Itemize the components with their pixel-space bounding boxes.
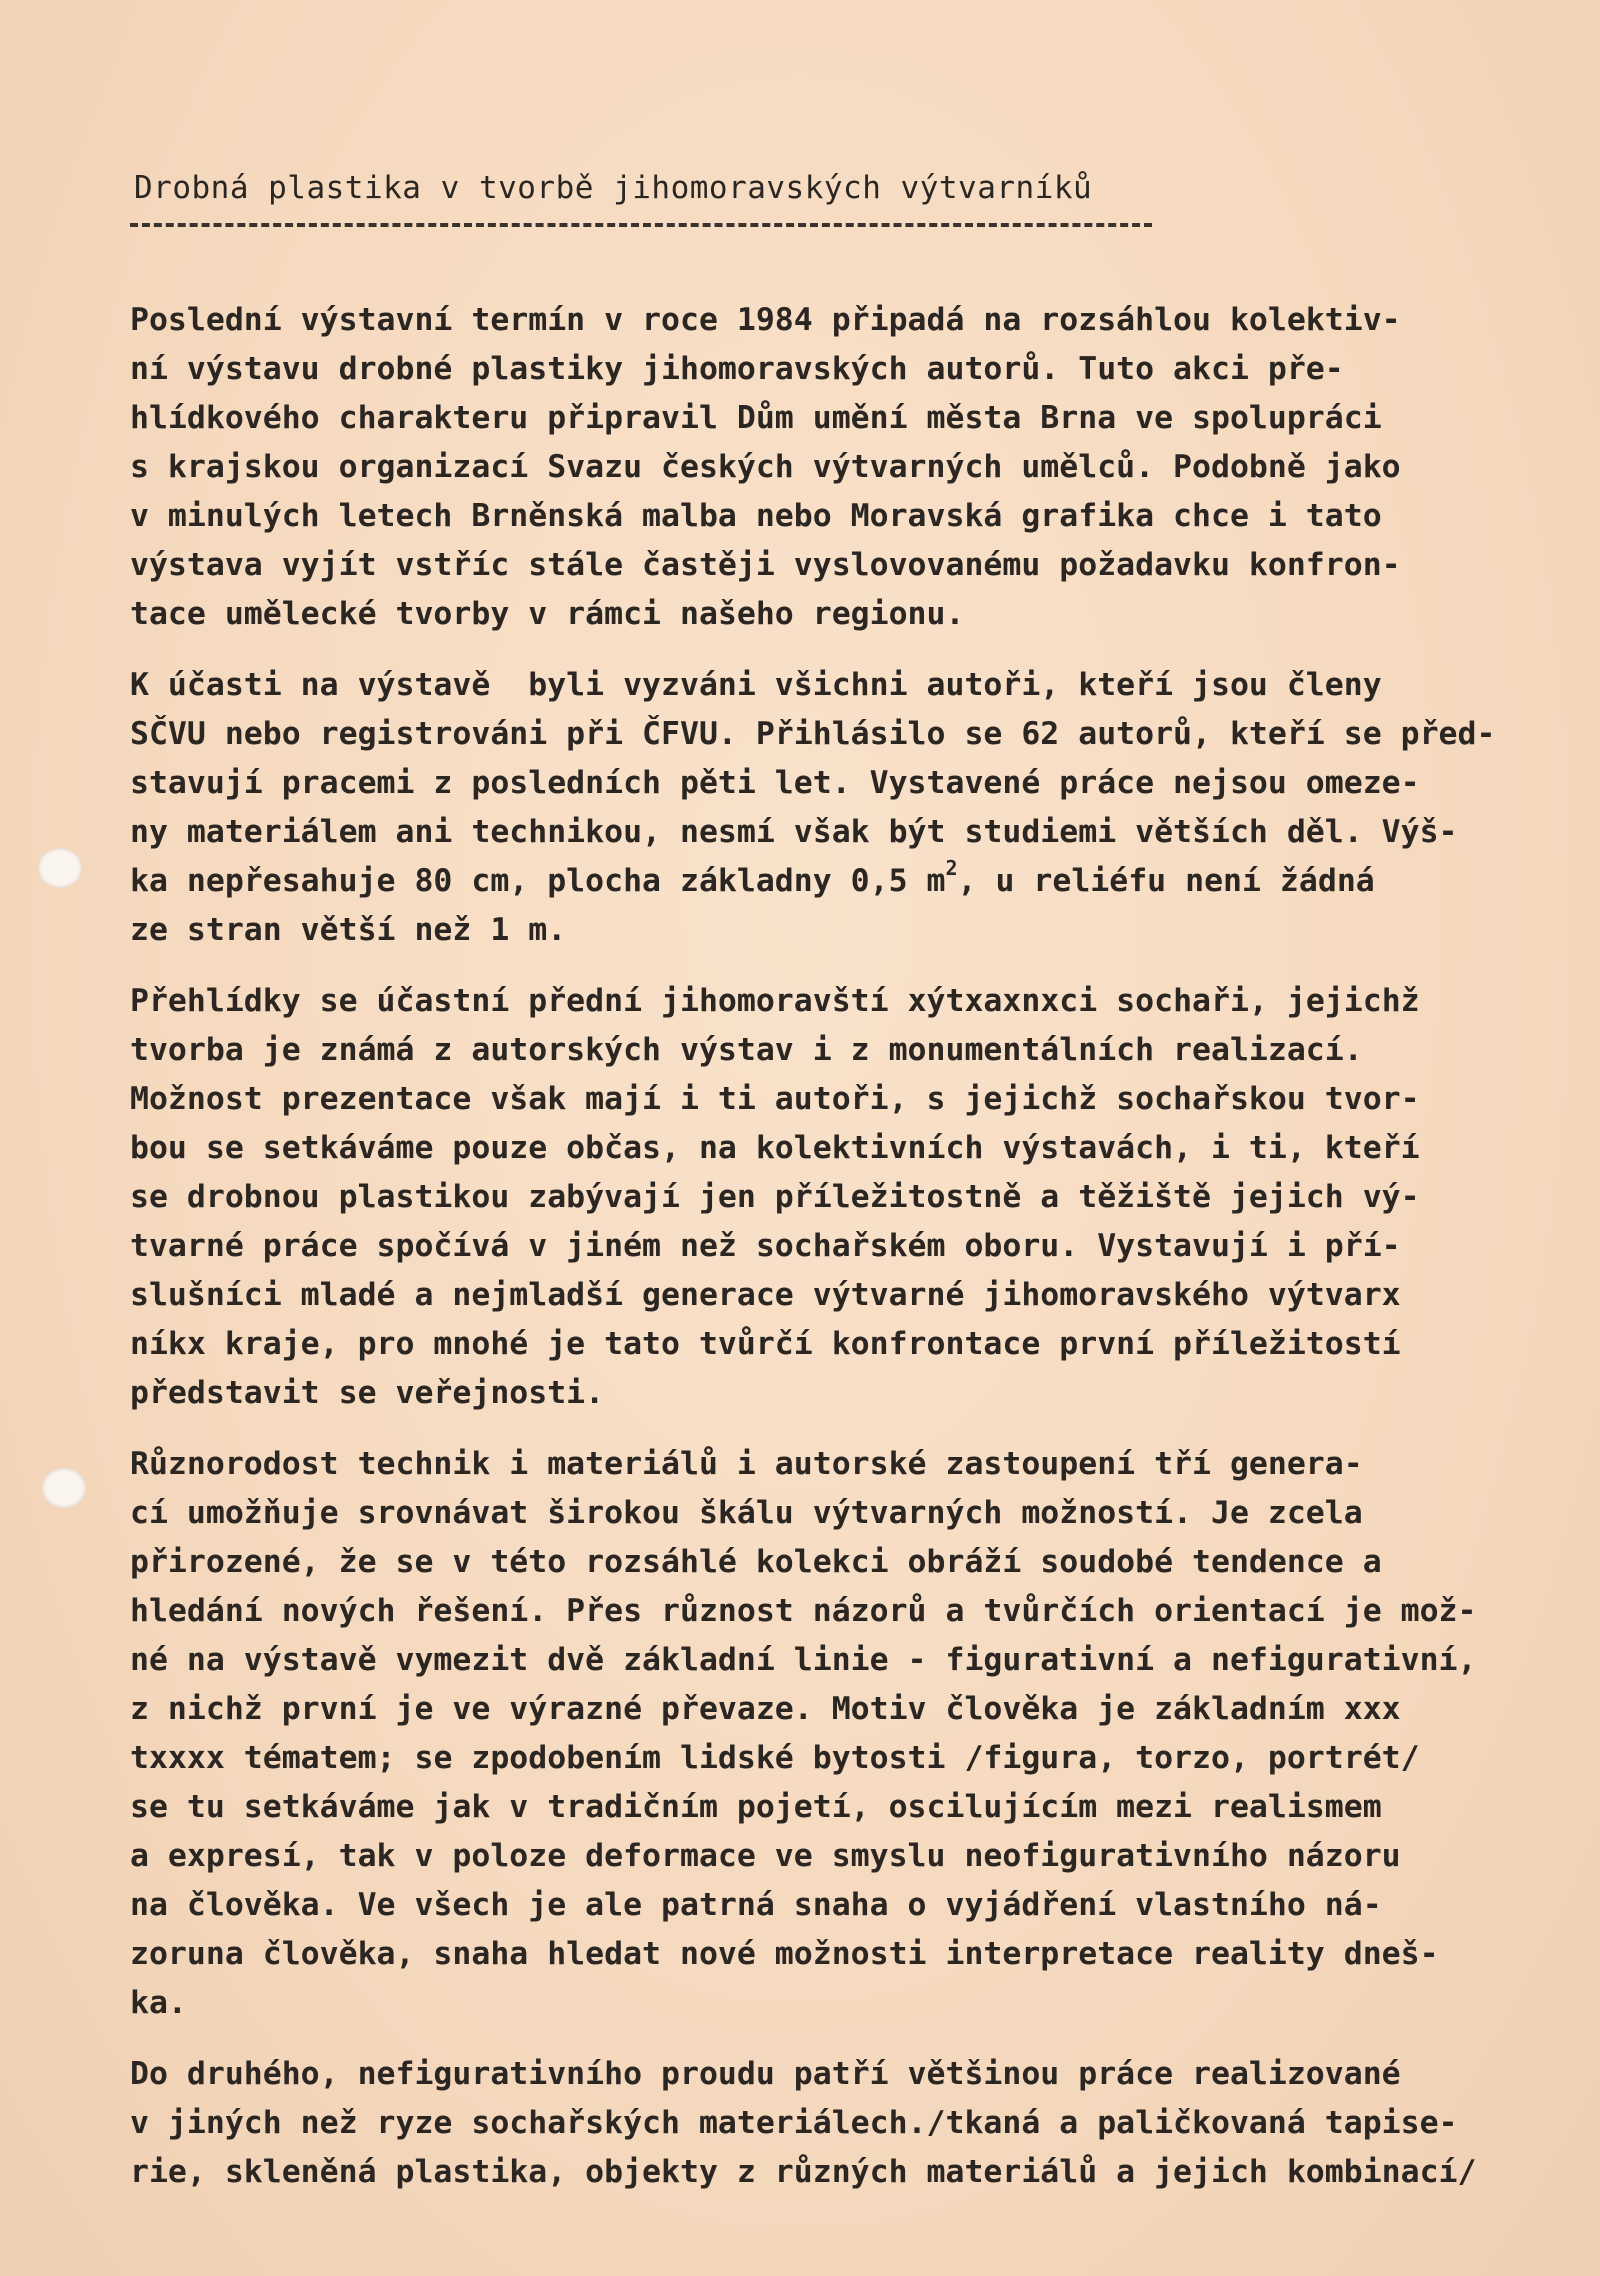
text-segment: kraje, pro mnohé je tato tvůrčí konfrontace první příležitostí — [205, 1326, 1401, 1362]
text-line: ze stran větší než 1 m. — [130, 912, 567, 948]
text-line: zoruna člověka, snaha hledat nové možnosti interpretace reality dneš- — [130, 1936, 1439, 1972]
text-line: a expresí, tak v poloze deformace ve smyslu neofigurativního názoru — [130, 1838, 1401, 1874]
text-segment: , u reliéfu není žádná — [957, 863, 1375, 899]
text-line: cí umožňuje srovnávat širokou škálu výtvarných možností. Je zcela — [130, 1495, 1363, 1531]
paragraph-5 — [130, 2050, 1530, 2197]
text-line: K účasti na výstavě byli vyzváni všichni autoři, kteří jsou členy — [130, 667, 1382, 703]
text-line-with-strikeout — [130, 1271, 1530, 1320]
text-segment: sochaři, jejichž — [1097, 983, 1420, 1019]
text-line: stavují pracemi z posledních pěti let. Vystavené práce nejsou omeze- — [130, 765, 1420, 801]
paragraph-4 — [130, 1440, 1530, 2028]
text-line: tvarné práce spočívá v jiném než sochařském oboru. Vystavují i pří- — [130, 1228, 1401, 1264]
text-line-with-strikeout — [130, 1734, 1530, 1783]
struck-out-text: níkx — [130, 1326, 206, 1362]
text-line: s krajskou organizací Svazu českých výtvarných umělců. Podobně jako — [130, 449, 1401, 485]
struck-out-text: txxxx — [130, 1740, 225, 1776]
punch-hole-top — [38, 848, 82, 888]
text-line: bou se setkáváme pouze občas, na kolektivních výstavách, i ti, kteří — [130, 1130, 1420, 1166]
text-line: se drobnou plastikou zabývají jen příležitostně a těžiště jejich vý- — [130, 1179, 1420, 1215]
text-line: v minulých letech Brněnská malba nebo Moravská grafika chce i tato — [130, 498, 1382, 534]
text-line: ka. — [130, 1985, 187, 2021]
text-line: tvorba je známá z autorských výstav i z monumentálních realizací. — [130, 1032, 1363, 1068]
paragraph-3 — [130, 977, 1530, 1418]
text-line-with-strikeout — [130, 977, 1530, 1026]
paragraph-2 — [130, 661, 1530, 955]
struck-out-text: xxx — [1343, 1691, 1401, 1727]
document-body — [130, 296, 1530, 2219]
text-line: ní výstavu drobné plastiky jihomoravských autorů. Tuto akci pře- — [130, 351, 1344, 387]
text-line: ny materiálem ani technikou, nesmí však být studiemi větších děl. Výš- — [130, 814, 1458, 850]
text-line: SČVU nebo registrováni při ČFVU. Přihlásilo se 62 autorů, kteří se před- — [130, 716, 1496, 752]
page-title: Drobná plastika v tvorbě jihomoravských výtvarníků — [134, 170, 1093, 206]
paragraph-1 — [130, 296, 1530, 639]
text-line: Různorodost technik i materiálů i autorské zastoupení tří genera- — [130, 1446, 1363, 1482]
struck-out-text: výtvarx — [1267, 1277, 1401, 1313]
text-line-with-strikeout — [130, 1685, 1530, 1734]
punch-hole-bottom — [42, 1468, 86, 1508]
text-line: v jiných než ryze sochařských materiálech./tkaná a paličkovaná tapise- — [130, 2105, 1458, 2141]
struck-out-text: xýtxaxnxci — [907, 983, 1098, 1019]
text-line: výstava vyjít vstříc stále častěji vyslovovanému požadavku konfron- — [130, 547, 1401, 583]
text-line: na člověka. Ve všech je ale patrná snaha o vyjádření vlastního ná- — [130, 1887, 1382, 1923]
text-segment: Přehlídky se účastní přední jihomoravští — [130, 983, 908, 1019]
text-line: hledání nových řešení. Přes různost názorů a tvůrčích orientací je mož- — [130, 1593, 1477, 1629]
text-segment: slušníci mladé a nejmladší generace výtvarné jihomoravského — [130, 1277, 1268, 1313]
text-segment: ka nepřesahuje 80 cm, plocha základny 0,5 m — [130, 863, 946, 899]
text-line: Možnost prezentace však mají i ti autoři, s jejichž sochařskou tvor- — [130, 1081, 1420, 1117]
exponent: 2 — [945, 856, 958, 880]
text-segment: z nichž první je ve výrazné převaze. Motiv člověka je základním — [130, 1691, 1344, 1727]
text-line: Do druhého, nefigurativního proudu patří většinou práce realizované — [130, 2056, 1401, 2092]
text-line-with-strikeout — [130, 1320, 1530, 1369]
text-line: rie, skleněná plastika, objekty z různých materiálů a jejich kombinací/ — [130, 2154, 1477, 2190]
text-line: představit se veřejnosti. — [130, 1375, 605, 1411]
title-underline — [130, 223, 1152, 227]
text-segment: tématem; se zpodobením lidské bytosti /figura, torzo, portrét/ — [224, 1740, 1420, 1776]
text-line: přirozené, že se v této rozsáhlé kolekci obráží soudobé tendence a — [130, 1544, 1382, 1580]
text-line: né na výstavě vymezit dvě základní linie - figurativní a nefigurativní, — [130, 1642, 1477, 1678]
text-line: se tu setkáváme jak v tradičním pojetí, oscilujícím mezi realismem — [130, 1789, 1382, 1825]
text-line: Poslední výstavní termín v roce 1984 připadá na rozsáhlou kolektiv- — [130, 302, 1401, 338]
text-line-with-exponent — [130, 857, 1530, 906]
text-line: tace umělecké tvorby v rámci našeho regionu. — [130, 596, 965, 632]
text-line: hlídkového charakteru připravil Dům umění města Brna ve spolupráci — [130, 400, 1382, 436]
